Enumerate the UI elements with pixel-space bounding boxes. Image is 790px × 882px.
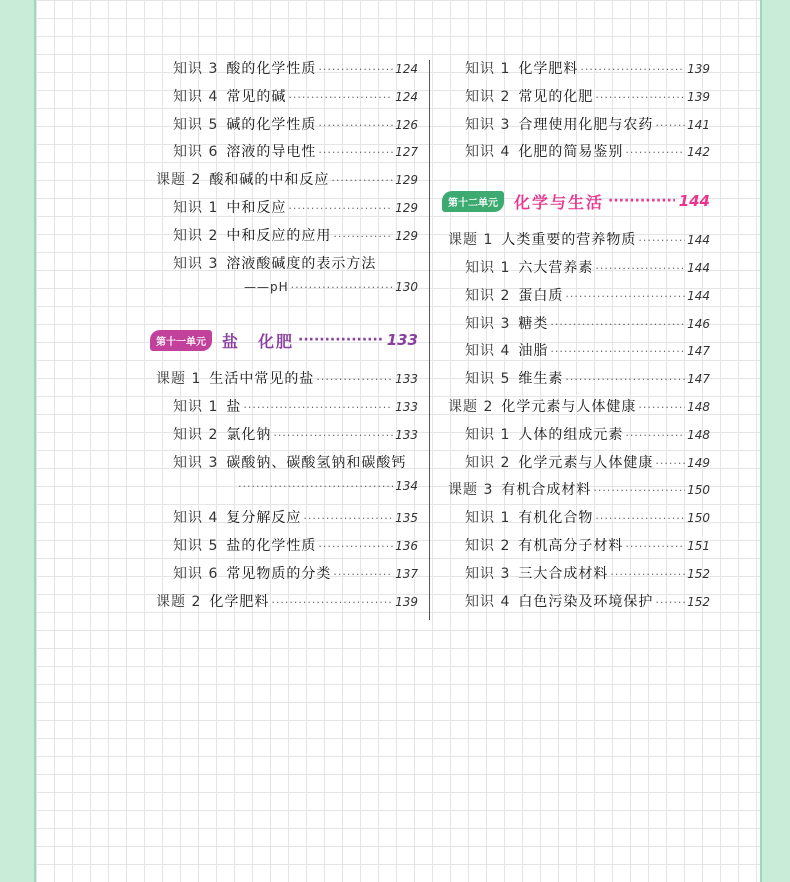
toc-entry-label: 知识 1: [465, 259, 511, 276]
toc-entry-label: 课题 1: [156, 371, 202, 388]
unit-12-title: 化学与生活: [514, 192, 605, 212]
toc-knowledge-entry[interactable]: [448, 340, 710, 368]
toc-entry-label: 知识 1: [465, 510, 511, 527]
toc-entry-label: 课题 2: [156, 172, 202, 189]
toc-entry-label: 知识 1: [465, 61, 511, 77]
toc-topic-entry[interactable]: [156, 591, 418, 619]
toc-entry-page: 146: [687, 316, 710, 331]
dot-leader: [288, 202, 393, 215]
toc-entry-page: 129: [395, 173, 418, 188]
dot-leader: [550, 345, 685, 358]
toc-entry-page: 129: [395, 228, 418, 243]
unit-12-heading[interactable]: [442, 181, 710, 221]
dot-leader: [625, 146, 685, 159]
toc-entry-continuation-text: ——pH: [244, 280, 289, 295]
dot-leader: [291, 281, 393, 294]
unit-11-leader: [298, 332, 383, 348]
toc-entry-page: 150: [687, 483, 710, 498]
toc-entry-title: 常见的化肥: [518, 88, 594, 105]
dot-leader: [593, 484, 685, 497]
dot-leader: [625, 429, 685, 442]
toc-entry-label: 课题 2: [448, 398, 494, 415]
dot-leader: [610, 568, 685, 581]
toc-entry-label: 知识 5: [173, 537, 219, 554]
toc-entry-title: 溶液的导电性: [226, 144, 317, 161]
toc-left-column: [156, 58, 418, 618]
toc-entry-title: 酸和碱的中和反应: [209, 172, 330, 189]
toc-entry-continuation[interactable]: [156, 280, 418, 308]
dot-leader: [318, 540, 393, 553]
dot-leader: [273, 429, 393, 442]
toc-entry-page: 136: [395, 538, 418, 553]
toc-knowledge-entry[interactable]: [156, 424, 418, 452]
toc-knowledge-entry[interactable]: [156, 507, 418, 535]
dot-leader: [565, 290, 685, 303]
dot-leader: [638, 401, 685, 414]
toc-entry-label: 知识 2: [173, 227, 219, 244]
toc-knowledge-entry[interactable]: [448, 452, 710, 480]
toc-entry-title: 盐的化学性质: [226, 537, 317, 554]
toc-entry-title: 溶液酸碱度的表示方法: [226, 255, 377, 272]
dot-leader: [238, 480, 393, 493]
toc-entry-title: 中和反应的应用: [226, 227, 332, 244]
dot-leader: [333, 568, 393, 581]
toc-entry-page: 144: [687, 260, 710, 275]
toc-entry-label: 知识 1: [173, 398, 219, 415]
toc-entry-title: 糖类: [518, 315, 549, 332]
toc-entry-title: 复分解反应: [226, 510, 302, 527]
toc-entry-title: 蛋白质: [518, 287, 564, 304]
toc-entry-label: 知识 4: [465, 343, 511, 360]
toc-entry-label: 知识 3: [465, 116, 511, 133]
toc-entry-title: 碳酸钠、碳酸氢钠和碳酸钙: [226, 454, 407, 471]
toc-knowledge-entry[interactable]: [156, 197, 418, 225]
toc-entry-page: 141: [687, 117, 710, 132]
toc-knowledge-entry[interactable]: [448, 86, 710, 114]
toc-entry-title: 三大合成材料: [518, 565, 609, 582]
dot-leader: [271, 596, 393, 609]
toc-entry-label: 知识 5: [173, 116, 219, 133]
toc-entry-page: 148: [687, 399, 710, 414]
dot-leader: [580, 63, 685, 76]
toc-entry-page: 144: [687, 288, 710, 303]
column-divider: [429, 60, 430, 620]
toc-entry-label: 知识 3: [173, 255, 219, 272]
toc-entry-page: 127: [395, 145, 418, 160]
dot-leader: [638, 234, 685, 247]
toc-knowledge-entry[interactable]: [448, 563, 710, 591]
toc-entry-label: 知识 2: [465, 88, 511, 105]
toc-knowledge-entry[interactable]: [448, 424, 710, 452]
toc-entry-page: 126: [395, 117, 418, 132]
dot-leader: [318, 146, 393, 159]
toc-entry-title: 化肥的简易鉴别: [518, 144, 624, 161]
toc-entry-title: 维生素: [518, 371, 564, 388]
toc-entry-label: 知识 3: [173, 61, 219, 77]
dot-leader: [288, 91, 393, 104]
toc-entry-page: 134: [395, 479, 418, 494]
dot-leader: [595, 262, 685, 275]
toc-entry-label: 知识 5: [465, 371, 511, 388]
toc-entry-page: 147: [687, 344, 710, 359]
unit-11-page: 133: [386, 331, 418, 350]
toc-entry-page: 144: [687, 233, 710, 248]
toc-entry-continuation[interactable]: [156, 479, 418, 507]
toc-entry-page: 124: [395, 89, 418, 104]
unit-11-heading[interactable]: [150, 320, 418, 360]
toc-knowledge-entry[interactable]: [448, 507, 710, 535]
toc-entry-label: 知识 3: [173, 454, 219, 471]
toc-entry-title: 化学肥料: [518, 61, 579, 77]
toc-entry-page: 139: [687, 89, 710, 104]
dot-leader: [595, 91, 685, 104]
unit-12-page: 144: [678, 192, 710, 211]
toc-entry-label: 知识 3: [465, 315, 511, 332]
toc-entry-label: 知识 2: [465, 537, 511, 554]
dot-leader: [655, 119, 685, 132]
toc-right-column: [448, 58, 710, 618]
toc-entry-title: 有机高分子材料: [518, 537, 624, 554]
toc-knowledge-entry[interactable]: [448, 591, 710, 619]
toc-entry-title: 生活中常见的盐: [209, 371, 315, 388]
dot-leader: [565, 373, 685, 386]
dot-leader: [303, 512, 393, 525]
dot-leader: [655, 596, 685, 609]
toc-entry-page: 137: [395, 566, 418, 581]
dot-leader: [655, 457, 685, 470]
toc-knowledge-entry[interactable]: [448, 535, 710, 563]
toc-entry-title: 白色污染及环境保护: [518, 593, 654, 610]
toc-entry-label: 知识 2: [465, 287, 511, 304]
dot-leader: [595, 512, 685, 525]
toc-entry-title: 化学元素与人体健康: [501, 398, 637, 415]
dot-leader: [243, 401, 393, 414]
toc-entry-title: 合理使用化肥与农药: [518, 116, 654, 133]
toc-knowledge-entry[interactable]: [448, 285, 710, 313]
toc-entry-page: 129: [395, 200, 418, 215]
toc-knowledge-entry[interactable]: [156, 141, 418, 169]
toc-entry-page: 151: [687, 538, 710, 553]
toc-entry-title: 中和反应: [226, 199, 287, 216]
toc-entry-title: 常见的碱: [226, 88, 287, 105]
toc-knowledge-entry[interactable]: [156, 253, 418, 281]
toc-entry-title: 化学元素与人体健康: [518, 454, 654, 471]
toc-knowledge-entry[interactable]: [156, 396, 418, 424]
toc-entry-label: 知识 4: [173, 510, 219, 527]
toc-entry-title: 盐: [226, 398, 242, 415]
toc-entry-page: 152: [687, 594, 710, 609]
toc-knowledge-entry[interactable]: [156, 58, 418, 86]
dot-leader: [625, 540, 685, 553]
dot-leader: [333, 230, 393, 243]
toc-entry-title: 有机合成材料: [501, 482, 592, 499]
toc-knowledge-entry[interactable]: [156, 114, 418, 142]
dot-leader: [550, 318, 685, 331]
toc-entry-page: 130: [395, 280, 418, 295]
toc-entry-page: 133: [395, 399, 418, 414]
unit-11-badge: 第十一单元: [150, 330, 212, 351]
toc-entry-page: 133: [395, 372, 418, 387]
toc-entry-page: 124: [395, 62, 418, 76]
toc-knowledge-entry[interactable]: [156, 86, 418, 114]
toc-entry-label: 知识 4: [173, 88, 219, 105]
toc-entry-label: 知识 4: [465, 144, 511, 161]
toc-knowledge-entry[interactable]: [448, 257, 710, 285]
toc-entry-page: 150: [687, 511, 710, 526]
toc-entry-page: 139: [687, 62, 710, 76]
toc-topic-entry[interactable]: [156, 169, 418, 197]
dot-leader: [318, 63, 393, 76]
toc-entry-title: 人体的组成元素: [518, 426, 624, 443]
toc-knowledge-entry[interactable]: [156, 563, 418, 591]
toc-entry-label: 知识 2: [465, 454, 511, 471]
toc-entry-label: 知识 6: [173, 565, 219, 582]
toc-entry-title: 有机化合物: [518, 510, 594, 527]
toc-entry-title: 常见物质的分类: [226, 565, 332, 582]
toc-entry-title: 化学肥料: [209, 593, 270, 610]
toc-entry-title: 酸的化学性质: [226, 61, 317, 77]
toc-knowledge-entry[interactable]: [156, 225, 418, 253]
toc-entry-page: 148: [687, 427, 710, 442]
toc-page: [34, 0, 762, 882]
unit-12-leader: [608, 193, 675, 209]
toc-entry-label: 知识 6: [173, 144, 219, 161]
dot-leader: [331, 174, 393, 187]
toc-entry-label: 知识 3: [465, 565, 511, 582]
toc-knowledge-entry[interactable]: [448, 114, 710, 142]
toc-entry-label: 课题 1: [448, 232, 494, 249]
unit-12-badge: 第十二单元: [442, 191, 504, 212]
toc-entry-title: 油脂: [518, 343, 549, 360]
toc-entry-label: 知识 2: [173, 426, 219, 443]
toc-entry-page: 152: [687, 566, 710, 581]
toc-topic-entry[interactable]: [448, 396, 710, 424]
toc-entry-page: 135: [395, 511, 418, 526]
dot-leader: [318, 119, 393, 132]
toc-entry-label: 知识 1: [465, 426, 511, 443]
toc-entry-label: 知识 1: [173, 199, 219, 216]
toc-entry-label: 课题 3: [448, 482, 494, 499]
toc-knowledge-entry[interactable]: [448, 368, 710, 396]
toc-knowledge-entry[interactable]: [448, 313, 710, 341]
toc-entry-title: 碱的化学性质: [226, 116, 317, 133]
toc-entry-title: 氯化钠: [226, 426, 272, 443]
toc-entry-page: 133: [395, 427, 418, 442]
toc-entry-title: 人类重要的营养物质: [501, 232, 637, 249]
toc-knowledge-entry[interactable]: [156, 535, 418, 563]
dot-leader: [316, 373, 393, 386]
toc-entry-label: 课题 2: [156, 593, 202, 610]
toc-entry-page: 147: [687, 372, 710, 387]
toc-topic-entry[interactable]: [156, 368, 418, 396]
unit-11-title: 盐 化肥: [222, 331, 295, 351]
toc-topic-entry[interactable]: [448, 479, 710, 507]
toc-entry-title: 六大营养素: [518, 259, 594, 276]
toc-knowledge-entry[interactable]: [156, 452, 418, 480]
toc-knowledge-entry[interactable]: [448, 58, 710, 86]
toc-knowledge-entry[interactable]: [448, 141, 710, 169]
toc-entry-page: 149: [687, 455, 710, 470]
toc-topic-entry[interactable]: [448, 229, 710, 257]
toc-entry-page: 139: [395, 594, 418, 609]
toc-entry-label: 知识 4: [465, 593, 511, 610]
toc-entry-page: 142: [687, 145, 710, 160]
